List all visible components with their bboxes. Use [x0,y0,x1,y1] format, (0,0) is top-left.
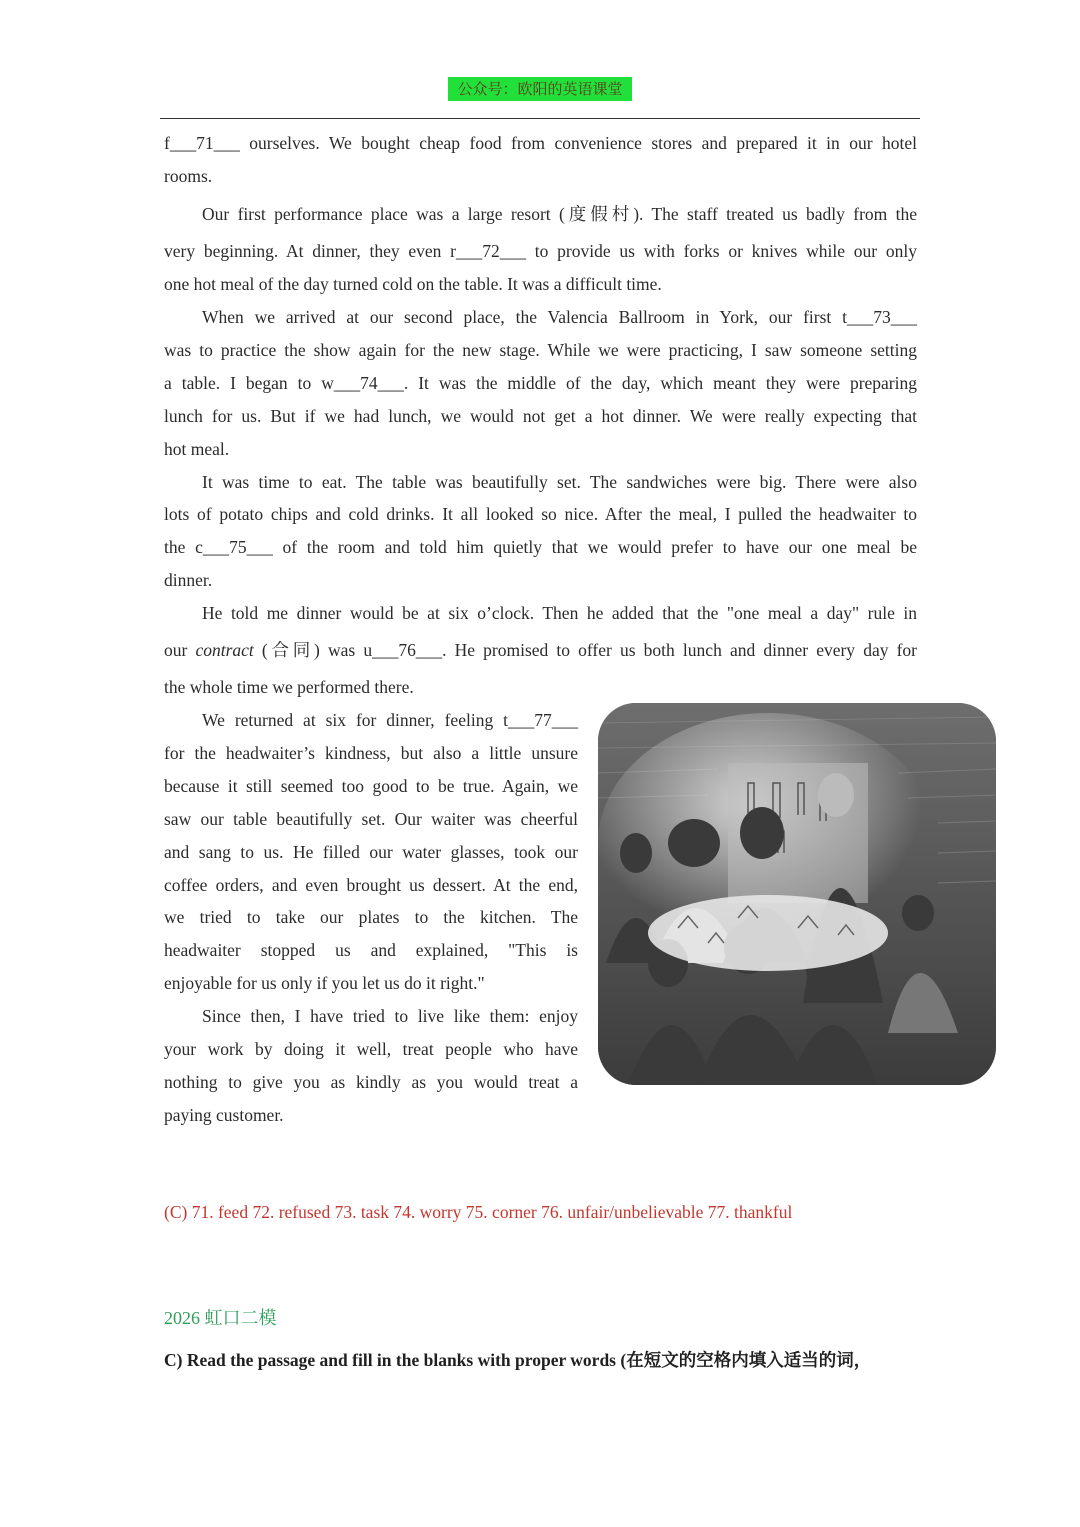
passage-line: hot meal. [164,439,230,459]
passage-line: a table. I began to w___74___. It was the middle of the day, which meant they were preparing [164,373,917,393]
passage-line: was to practice the show again for the new stage. While we were practicing, I saw someone setting [164,340,917,360]
passage-line: Since then, I have tried to live like them: enjoy [202,1006,578,1026]
restaurant-illustration [598,703,996,1085]
passage-text: our [164,640,196,660]
passage-line: paying customer. [164,1105,284,1125]
header-divider [160,118,920,119]
passage-line: lunch for us. But if we had lunch, we would not get a hot dinner. We were really expecting that [164,406,917,426]
passage-line: for the headwaiter’s kindness, but also a little unsure [164,743,578,763]
passage-line: we tried to take our plates to the kitchen. The [164,907,578,927]
passage-line: the whole time we performed there. [164,677,414,697]
passage-line: headwaiter stopped us and explained, "This is [164,940,578,960]
passage-line: very beginning. At dinner, they even r___72___ to provide us with forks or knives while our only [164,241,917,261]
section-title: 2026 虹口二模 [164,1308,277,1328]
answer-key: (C) 71. feed 72. refused 73. task 74. worry 75. corner 76. unfair/unbelievable 77. thankful [164,1202,793,1222]
passage-line: f___71___ ourselves. We bought cheap food from convenience stores and prepared it in our hotel [164,133,917,153]
passage-line: It was time to eat. The table was beautifully set. The sandwiches were big. There were also [202,472,917,492]
passage-line [164,639,917,661]
passage-line: enjoyable for us only if you let us do it right." [164,973,485,993]
contract-word: contract [195,640,254,660]
passage-line: nothing to give you as kindly as you would treat a [164,1072,578,1092]
passage-line: When we arrived at our second place, the Valencia Ballroom in York, our first t___73___ [202,307,917,327]
passage-line: because it still seemed too good to be true. Again, we [164,776,578,796]
passage-text: (合同) was u___76___. He promised to offer us both lunch and dinner every day for [253,640,918,660]
passage-line: rooms. [164,166,213,186]
passage-line: your work by doing it well, treat people who have [164,1039,578,1059]
passage-line: and sang to us. He filled our water glasses, took our [164,842,578,862]
passage-line: dinner. [164,570,213,590]
passage-line: Our first performance place was a large resort (度假村). The staff treated us badly from the [202,204,917,224]
passage-line: the c___75___ of the room and told him quietly that we would prefer to have our one meal be [164,537,917,557]
passage-line: saw our table beautifully set. Our waiter was cheerful [164,809,578,829]
passage-line: He told me dinner would be at six o’clock. Then he added that the "one meal a day" rule in [202,603,917,623]
passage-line: We returned at six for dinner, feeling t___77___ [202,710,578,730]
passage-line: one hot meal of the day turned cold on the table. It was a difficult time. [164,274,662,294]
passage-line: coffee orders, and even brought us dessert. At the end, [164,875,578,895]
header-badge: 公众号：欧阳的英语课堂 [448,77,632,101]
passage-line: lots of potato chips and cold drinks. It all looked so nice. After the meal, I pulled the headwaiter to [164,504,917,524]
section-instruction: C) Read the passage and fill in the blanks with proper words (在短文的空格内填入适当的词， [164,1350,872,1370]
